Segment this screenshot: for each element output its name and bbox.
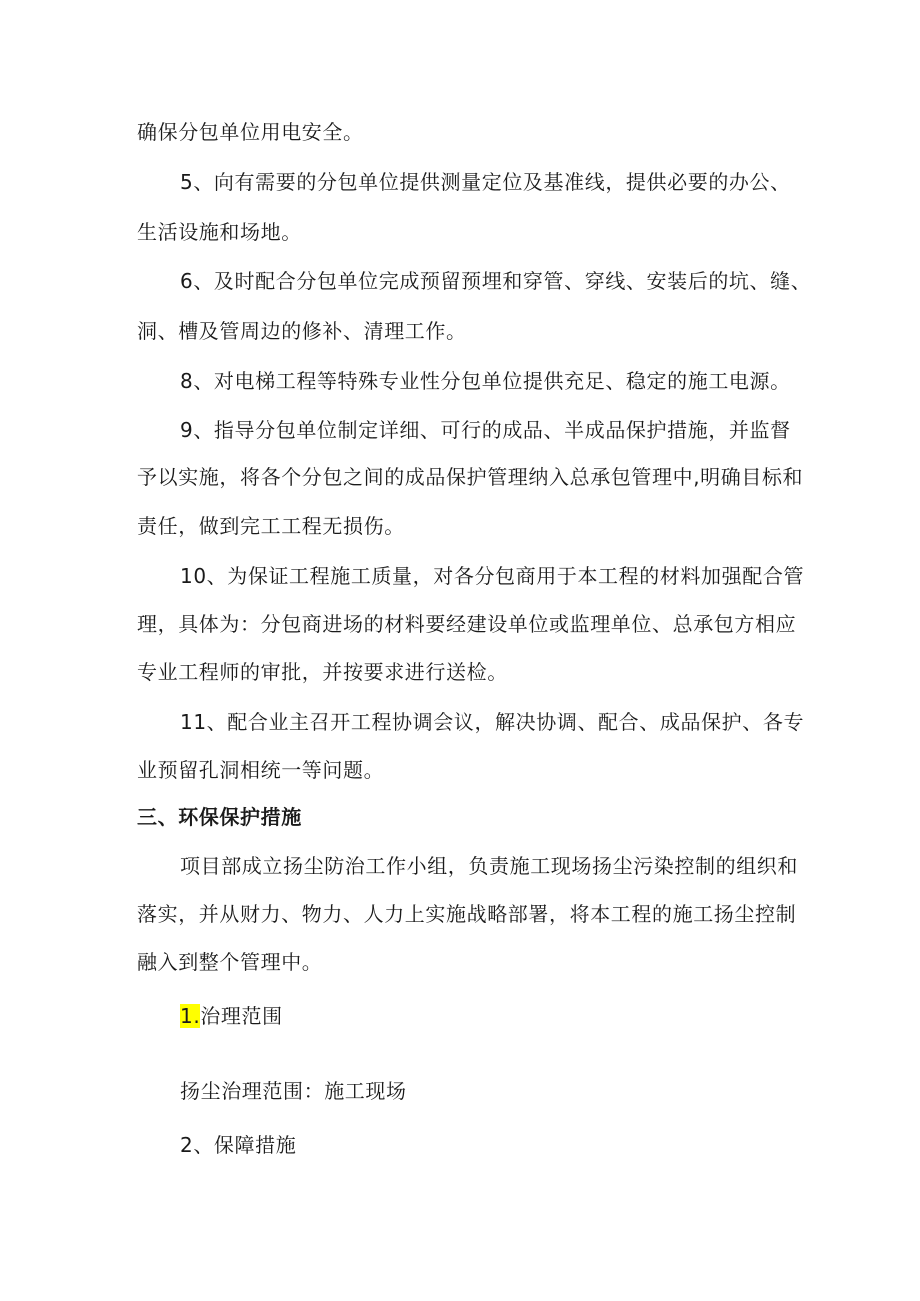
text-line: 洞、槽及管周边的修补、清理工作。 xyxy=(137,319,467,343)
text-line: 6、及时配合分包单位完成预留预埋和穿管、穿线、安装后的坑、缝、 xyxy=(180,269,812,293)
text-line: 业预留孔洞相统一等问题。 xyxy=(137,758,385,782)
list-item-1 xyxy=(180,1002,840,1030)
highlighted-number: 1. xyxy=(180,1004,201,1028)
text-line: 理，具体为：分包商进场的材料要经建设单位或监理单位、总承包方相应 xyxy=(137,612,797,636)
text-line: 生活设施和场地。 xyxy=(137,220,302,244)
section-heading: 三、环保保护措施 xyxy=(137,805,302,829)
scope-line: 扬尘治理范围：施工现场 xyxy=(180,1079,407,1103)
text-line: 予以实施，将各个分包之间的成品保护管理纳入总承包管理中,明确目标和 xyxy=(137,465,804,489)
text-line: 确保分包单位用电安全。 xyxy=(137,120,364,144)
text-line: 10、为保证工程施工质量，对各分包商用于本工程的材料加强配合管 xyxy=(180,564,805,588)
text-line: 落实，并从财力、物力、人力上实施战略部署，将本工程的施工扬尘控制 xyxy=(137,902,797,926)
text-line: 融入到整个管理中。 xyxy=(137,950,323,974)
list-item-2: 2、保障措施 xyxy=(180,1133,297,1157)
text-line: 8、对电梯工程等特殊专业性分包单位提供充足、稳定的施工电源。 xyxy=(180,369,791,393)
text-line: 专业工程师的审批，并按要求进行送检。 xyxy=(137,660,508,684)
text-line: 责任，做到完工工程无损伤。 xyxy=(137,514,405,538)
text-line: 5、向有需要的分包单位提供测量定位及基准线，提供必要的办公、 xyxy=(180,170,791,194)
text-line: 9、指导分包单位制定详细、可行的成品、半成品保护措施，并监督 xyxy=(180,418,791,442)
list-item-title: 治理范围 xyxy=(200,1004,283,1028)
text-line: 11、配合业主召开工程协调会议，解决协调、配合、成品保护、各专 xyxy=(180,710,805,734)
text-line: 项目部成立扬尘防治工作小组，负责施工现场扬尘污染控制的组织和 xyxy=(180,854,798,878)
